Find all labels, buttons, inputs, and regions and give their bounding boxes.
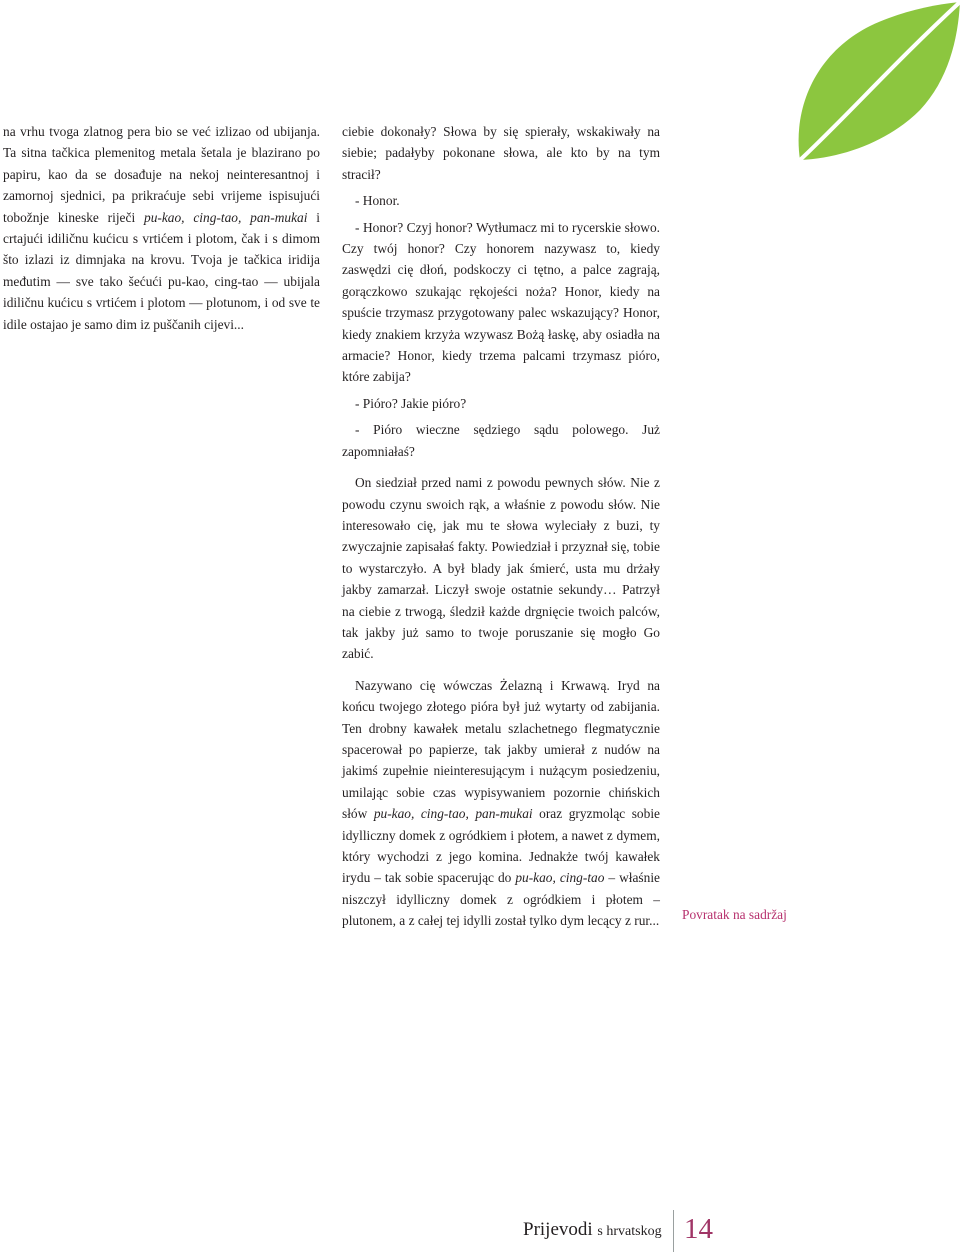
footer-divider bbox=[673, 1210, 674, 1252]
middle-column bbox=[342, 121, 660, 932]
page-number: 14 bbox=[684, 1213, 713, 1245]
mid-text-b: oraz gryzmoląc sobie idylliczny domek z ogródkiem i płotem, a nawet z dymem, który wychodzi z jego komina. Jednakże twój kawałek irydu – tak sobie spacerując do bbox=[342, 806, 660, 886]
green-leaf-icon bbox=[790, 0, 960, 162]
left-column bbox=[3, 121, 320, 335]
mid-paragraph-7 bbox=[342, 675, 660, 932]
mid-paragraph-1: ciebie dokonały? Słowa by się spierały, wskakiwały na siebie; padałyby pokonane słowa, ale kto by na tym stracił? bbox=[342, 124, 660, 182]
left-text-2: i crtajući idiličnu kućicu s vrtićem i plotom, čak i s dimom što izlazi iz dimnjaka na krovu. Tvoja je tačkica iridija međutim — sve tako šećući pu-kao, cing-tao — ubijala idiličnu kućicu s vrtićem i plotom — plotunom, i od sve te idile ostajao je samo dim iz puščanih cijevi... bbox=[3, 209, 320, 332]
mid-italic-b: pu-kao, cing-tao bbox=[515, 870, 605, 886]
footer-title-main: Prijevodi bbox=[523, 1219, 593, 1240]
mid-italic-a: pu-kao, cing-tao, pan-mukai bbox=[373, 806, 533, 822]
footer-section-title bbox=[523, 1219, 662, 1241]
mid-text-c: – właśnie niszczył idylliczny domek z ogródkiem i płotem – plutonem, a z całej tej idylli został tylko dym lecący z rur... bbox=[342, 870, 660, 929]
mid-paragraph-4: - Pióro? Jakie pióro? bbox=[355, 395, 467, 411]
mid-paragraph-2: - Honor. bbox=[355, 193, 400, 209]
left-paragraph bbox=[3, 121, 320, 335]
footer-title-sub: s hrvatskog bbox=[597, 1224, 662, 1239]
mid-paragraph-5: - Pióro wieczne sędziego sądu polowego. Już zapomniałaś? bbox=[342, 422, 660, 459]
left-italic-words: pu-kao, cing-tao, pan-mukai bbox=[144, 209, 308, 225]
left-text-1: na vrhu tvoga zlatnog pera bio se već izlizao od ubijanja. Ta sitna tačkica plemenitog metala šetala je blazirano po papiru, kao da se dosađuje na nekoj neinteresantnoj i zamornoj sjednici, pa prikraćuje sebi vrijeme ispisujući tobožnje kineske riječi bbox=[3, 124, 320, 225]
mid-paragraph-3: - Honor? Czyj honor? Wytłumacz mi to rycerskie słowo. Czy twój honor? Czy honorem nazywasz to, kiedy zaswędzi cię dłoń, podskoczy ci tętno, a palce zagrają, gorączkowo szukając rękojeści noża? Honor, kiedy na spuście trzymasz przygotowany palec wskazujący? Honor, kiedy znakiem krzyża wzywasz Bożą łaskę, aby osiadła na armacie? Honor, kiedy trzema palcami trzymasz pióro, które zabija? bbox=[342, 219, 660, 385]
back-to-contents-link[interactable]: Povratak na sadržaj bbox=[682, 907, 787, 922]
mid-text-a: Nazywano cię wówczas Żelazną i Krwawą. Iryd na końcu twojego złotego pióra był już wytarty od zabijania. Ten drobny kawałek metalu szlachetnego flegmatycznie spacerował po papierze, tak jakby umierał z nudów na jakimś zupełnie nieinteresującym i nużącym posiedzeniu, umilając sobie czas wypisywaniem pozornie chińskich słów bbox=[342, 677, 660, 822]
mid-paragraph-6: On siedział przed nami z powodu pewnych słów. Nie z powodu czynu swoich rąk, a właśnie z powodu słów. Nie interesowało cię, jak mu te słowa wyleciały z buzi, ty zwyczajnie zapisałaś fakty. Powiedział i przyznał się, tobie to wystarczyło. A był blady jak śmierć, usta mu drżały jakby zamarzał. Liczył swoje ostatnie sekundy… Patrzył na ciebie z trwogą, śledził każde drgnięcie twoich palców, tak jakby już samo to twoje poruszanie się mogło Go zabić. bbox=[342, 475, 660, 662]
